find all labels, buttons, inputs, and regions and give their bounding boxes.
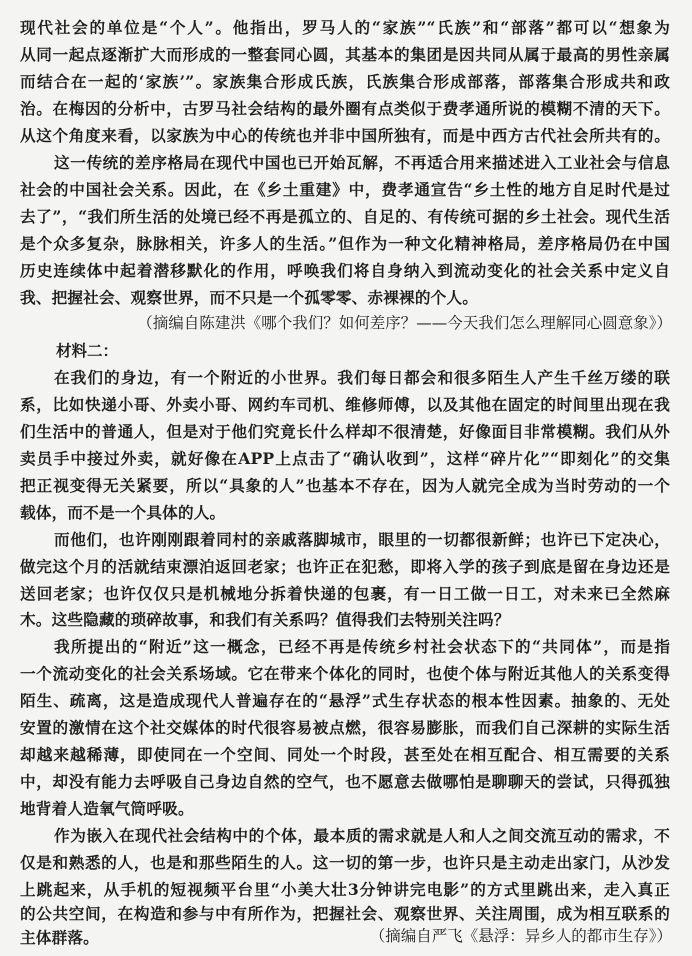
text-line: 而结合在一起的‘家族’”。家族集合形成氏族，氏族集合形成部落，部落集合形成共和政 [20,72,670,91]
paragraph-start: 这一传统的差序格局在现代中国也已开始瓦解，不再适合用来描述进入工业社会与信息 [54,153,670,172]
section-heading: 材料二： [56,342,119,360]
paragraph-start: 而他们，也许刚刚跟着同村的亲戚落脚城市，眼里的一切都很新鲜；也许已下定决心， [54,530,670,549]
text-line: 治。在梅因的分析中，古罗马社会结构的最外圈有点类似于费孝通所说的模糊不清的天下。 [20,99,670,118]
text-line: 从这个角度来看，以家族为中心的传统也并非中国所独有，而是中西方古代社会所共有的。 [20,126,670,145]
source-citation: （摘编自严飞《悬浮：异乡人的都市生存》） [369,927,672,945]
text-line: 中，却没有能力去呼吸自己身边自然的空气，也不愿意去做哪怕是聊聊天的尝试，只得孤独 [20,772,670,791]
text-line: 送回老家；也许仅仅只是机械地分拆着快递的包裹，有一日工做一日工，对未来已全然麻 [20,584,670,603]
text-line: 系，比如快递小哥、外卖小哥、网约车司机、维修师傅，以及其他在固定的时间里出现在我 [20,395,670,414]
text-line: 陌生、疏离，这是造成现代人普遍存在的“悬浮”式生存状态的根本性因素。抽象的、无处 [20,691,670,710]
text-line: 安置的激情在这个社交媒体的时代很容易被点燃，很容易膨胀，而我们自己深耕的实际生活 [20,718,670,737]
text-line: 仅是和熟悉的人，也是和那些陌生的人。这一切的第一步，也许只是主动走出家门，从沙发 [20,853,670,872]
source-citation: （摘编自陈建洪《哪个我们？如何差序？——今天我们怎么理解同心圆意象》） [137,314,672,332]
text-line: 主体群落。 [20,928,99,947]
text-line: 载体，而不是一个具体的人。 [20,503,226,522]
text-line: 从同一起点逐渐扩大而形成的一整套同心圆，其基本的集团是因共同从属于最高的男性亲属 [20,45,670,64]
text-line: 把正视变得无关紧要，所以“具象的人”也基本不存在，因为人就完全成为当时劳动的一个 [20,476,670,495]
text-line: 木。这些隐藏的琐碎故事，和我们有关系吗？值得我们去特别关注吗？ [20,610,510,629]
paragraph-start: 作为嵌入在现代社会结构中的个体，最本质的需求就是人和人之间交流互动的需求，不 [54,826,670,845]
text-line: 却越来越稀薄，即使同在一个空间、同处一个时段，甚至处在相互配合、相互需要的关系 [20,745,670,764]
text-line: 的公共空间，在构造和参与中有所作为，把握社会、观察世界、关注周围，成为相互联系的 [20,904,670,923]
text-line: 上跳起来，从手机的短视频平台里“小美大壮3分钟讲完电影”的方式里跳出来，走入真正 [20,880,670,899]
paragraph-start: 我所提出的“附近”这一概念，已经不再是传统乡村社会状态下的“共同体”，而是指 [54,637,670,656]
paragraph-start: 在我们的身边，有一个附近的小世界。我们每日都会和很多陌生人产生千丝万缕的联 [54,368,670,387]
text-line: 地背着人造氧气筒呼吸。 [20,799,194,818]
text-line: 是个众多复杂，脉脉相关，许多人的生活。”但作为一种文化精神格局，差序格局仍在中国 [20,234,670,253]
text-line: 一个流动变化的社会关系场域。它在带来个体化的同时，也使个体与附近其他人的关系变得 [20,664,670,683]
text-line: 现代社会的单位是“个人”。他指出，罗马人的“家族”“氏族”和“部落”都可以“想象为 [20,18,670,37]
text-line: 我、把握社会、观察世界，而不只是一个孤零零、赤裸裸的个人。 [20,288,479,307]
text-line: 们生活中的普通人，但是对于他们究竟长什么样却不很清楚，好像面目非常模糊。我们从外 [20,422,670,441]
text-line: 做完这个月的活就结束漂泊返回老家；也许正在犯愁，即将入学的孩子到底是留在身边还是 [20,557,670,576]
text-line: 历史连续体中起着潜移默化的作用，呼唤我们将自身纳入到流动变化的社会关系中定义自 [20,261,670,280]
text-line: 社会的中国社会关系。因此，在《乡土重建》中，费孝通宣告“乡土性的地方自足时代是过 [20,180,670,199]
text-line: 去了”，“我们所生活的处境已经不再是孤立的、自足的、有传统可据的乡土社会。现代生活 [20,207,670,226]
text-line: 卖员手中接过外卖，就好像在APP上点击了“确认收到”，这样“碎片化”“即刻化”的交集 [20,449,670,468]
